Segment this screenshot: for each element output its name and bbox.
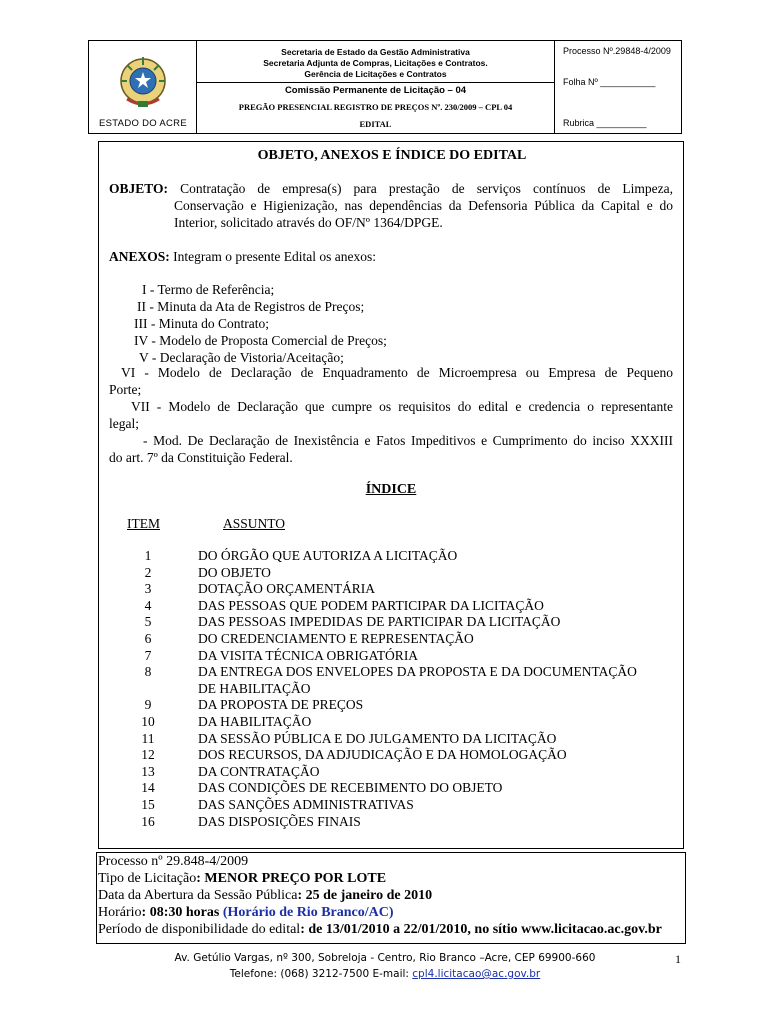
objeto-line-2: Conservação e Higienização, nas dependências da Defensoria Pública da Capital e do <box>174 198 673 213</box>
objeto-label: OBJETO: <box>109 181 169 196</box>
pregao-line: PREGÃO PRESENCIAL REGISTRO DE PREÇOS Nº. 230/2009 – CPL 04 <box>238 102 513 112</box>
index-item-number: 13 <box>141 764 155 779</box>
index-item-subject: DO CREDENCIAMENTO E REPRESENTAÇÃO <box>198 631 474 646</box>
index-item-number: 16 <box>141 814 155 829</box>
anexos-label: ANEXOS: <box>109 249 170 264</box>
index-item-number: 8 <box>144 664 152 679</box>
page-title: OBJETO, ANEXOS E ÍNDICE DO EDITAL <box>257 148 527 163</box>
data-label: Data da Abertura da Sessão Pública <box>98 888 298 903</box>
objeto-text-1: Contratação de empresa(s) para prestação de serviços contínuos de Limpeza, <box>180 181 673 196</box>
objeto-line-1 <box>109 180 673 197</box>
annex-item: IV - Modelo de Proposta Comercial de Preços; <box>134 333 387 348</box>
document-header <box>88 40 682 134</box>
index-item-number: 5 <box>144 614 152 629</box>
annex-item: II - Minuta da Ata de Registros de Preços; <box>137 299 365 314</box>
annex-mod-line-1: - Mod. De Declaração de Inexistência e Fatos Impeditivos e Cumprimento do inciso XXXIII <box>143 433 673 448</box>
index-col-item: ITEM <box>127 516 160 531</box>
index-item-number: 12 <box>141 747 155 762</box>
rubrica-field: Rubrica __________ <box>563 118 647 128</box>
logo-cell <box>89 41 197 133</box>
index-item-subject: DAS PESSOAS IMPEDIDAS DE PARTICIPAR DA LICITAÇÃO <box>198 614 561 629</box>
header-right <box>555 41 681 133</box>
periodo-value: : de 13/01/2010 a 22/01/2010, no sítio www.licitacao.ac.gov.br <box>300 922 662 937</box>
annex-vi-line-1: VI - Modelo de Declaração de Enquadramento de Microempresa ou Empresa de Pequeno <box>121 365 673 380</box>
footer-email-link[interactable]: cpl4.licitacao@ac.gov.br <box>412 968 541 980</box>
edital-line: EDITAL <box>359 119 392 129</box>
index-item-subject: DAS DISPOSIÇÕES FINAIS <box>198 814 361 829</box>
index-item-subject: DA HABILITAÇÃO <box>198 714 312 729</box>
coat-of-arms-icon <box>117 55 169 111</box>
footer-phone: Telefone: (068) 3212-7500 E-mail: <box>229 968 413 980</box>
index-item-subject: DA SESSÃO PÚBLICA E DO JULGAMENTO DA LICITAÇÃO <box>198 731 557 746</box>
index-col-subject: ASSUNTO <box>223 516 286 531</box>
index-item-number: 11 <box>141 731 155 746</box>
folha-field: Folha Nº ___________ <box>563 77 656 87</box>
index-item-number: 10 <box>141 714 155 729</box>
index-item-number: 6 <box>144 631 152 646</box>
anexos-intro-text: Integram o presente Edital os anexos: <box>173 249 376 264</box>
annex-vi-line-2: Porte; <box>109 382 142 397</box>
annex-vii-line-2: legal; <box>109 416 139 431</box>
footer-contact <box>0 968 770 980</box>
index-item-subject: DOS RECURSOS, DA ADJUDICAÇÃO E DA HOMOLOGAÇÃO <box>198 747 567 762</box>
periodo-line <box>98 922 662 938</box>
horario-value: : 08:30 horas <box>141 905 220 920</box>
secretaria-line: Secretaria de Estado da Gestão Administrativa <box>281 47 470 57</box>
commission-line: Comissão Permanente de Licitação – 04 <box>284 85 467 96</box>
annex-mod-line-2: do art. 7º da Constituição Federal. <box>109 450 293 465</box>
tipo-value: : MENOR PREÇO POR LOTE <box>196 871 387 886</box>
index-item-subject: DA CONTRATAÇÃO <box>198 764 320 779</box>
annex-item: V - Declaração de Vistoria/Aceitação; <box>139 350 344 365</box>
footer-address: Av. Getúlio Vargas, nº 300, Sobreloja - Centro, Rio Branco –Acre, CEP 69900-660 <box>174 952 596 964</box>
periodo-label: Período de disponibilidade do edital <box>98 922 301 937</box>
objeto-line-3: Interior, solicitado através do OF/Nº 1364/DPGE. <box>174 215 443 230</box>
index-item-number: 3 <box>144 581 152 596</box>
index-item-subject: DO ÓRGÃO QUE AUTORIZA A LICITAÇÃO <box>198 548 458 563</box>
tipo-label: Tipo de Licitação <box>98 871 197 886</box>
index-item-subject: DOTAÇÃO ORÇAMENTÁRIA <box>198 581 376 596</box>
anexos-intro <box>109 248 673 265</box>
processo-line: Processo nº 29.848-4/2009 <box>98 854 249 869</box>
horario-label: Horário <box>98 905 142 920</box>
index-item-number: 9 <box>144 697 152 712</box>
index-item-number: 1 <box>144 548 152 563</box>
index-item-subject: DAS CONDIÇÕES DE RECEBIMENTO DO OBJETO <box>198 780 503 795</box>
index-item-subject: DO OBJETO <box>198 565 271 580</box>
annex-vii-line-1: VII - Modelo de Declaração que cumpre os requisitos do edital e credencia o representante <box>131 399 673 414</box>
page-number: 1 <box>675 952 681 966</box>
gerencia-line: Gerência de Licitações e Contratos <box>304 69 447 79</box>
index-title: ÍNDICE <box>365 482 417 497</box>
secretaria-adjunta-line: Secretaria Adjunta de Compras, Licitações e Contratos. <box>263 58 488 68</box>
index-item-subject: DAS PESSOAS QUE PODEM PARTICIPAR DA LICITAÇÃO <box>198 598 544 613</box>
state-name: ESTADO DO ACRE <box>99 118 187 129</box>
annex-item: III - Minuta do Contrato; <box>134 316 269 331</box>
index-item-subject: DA PROPOSTA DE PREÇOS <box>198 697 364 712</box>
index-item-number: 7 <box>144 648 152 663</box>
index-item-subject: DE HABILITAÇÃO <box>198 681 311 696</box>
data-value: : 25 de janeiro de 2010 <box>297 888 433 903</box>
index-item-number: 15 <box>141 797 155 812</box>
tipo-licitacao-line <box>98 871 386 887</box>
data-abertura-line <box>98 888 432 904</box>
index-item-subject: DA VISITA TÉCNICA OBRIGATÓRIA <box>198 648 419 663</box>
index-item-number: 4 <box>144 598 152 613</box>
annex-item: I - Termo de Referência; <box>142 282 275 297</box>
horario-line <box>98 905 394 921</box>
index-item-subject: DA ENTREGA DOS ENVELOPES DA PROPOSTA E DA DOCUMENTAÇÃO <box>198 664 637 679</box>
horario-extra: (Horário de Rio Branco/AC) <box>222 905 394 920</box>
index-item-subject: DAS SANÇÕES ADMINISTRATIVAS <box>198 797 414 812</box>
index-item-number: 2 <box>144 565 152 580</box>
processo-number: Processo Nº.29848-4/2009 <box>563 46 671 56</box>
header-divider <box>197 82 554 83</box>
index-item-number: 14 <box>141 780 155 795</box>
header-center <box>197 41 555 133</box>
